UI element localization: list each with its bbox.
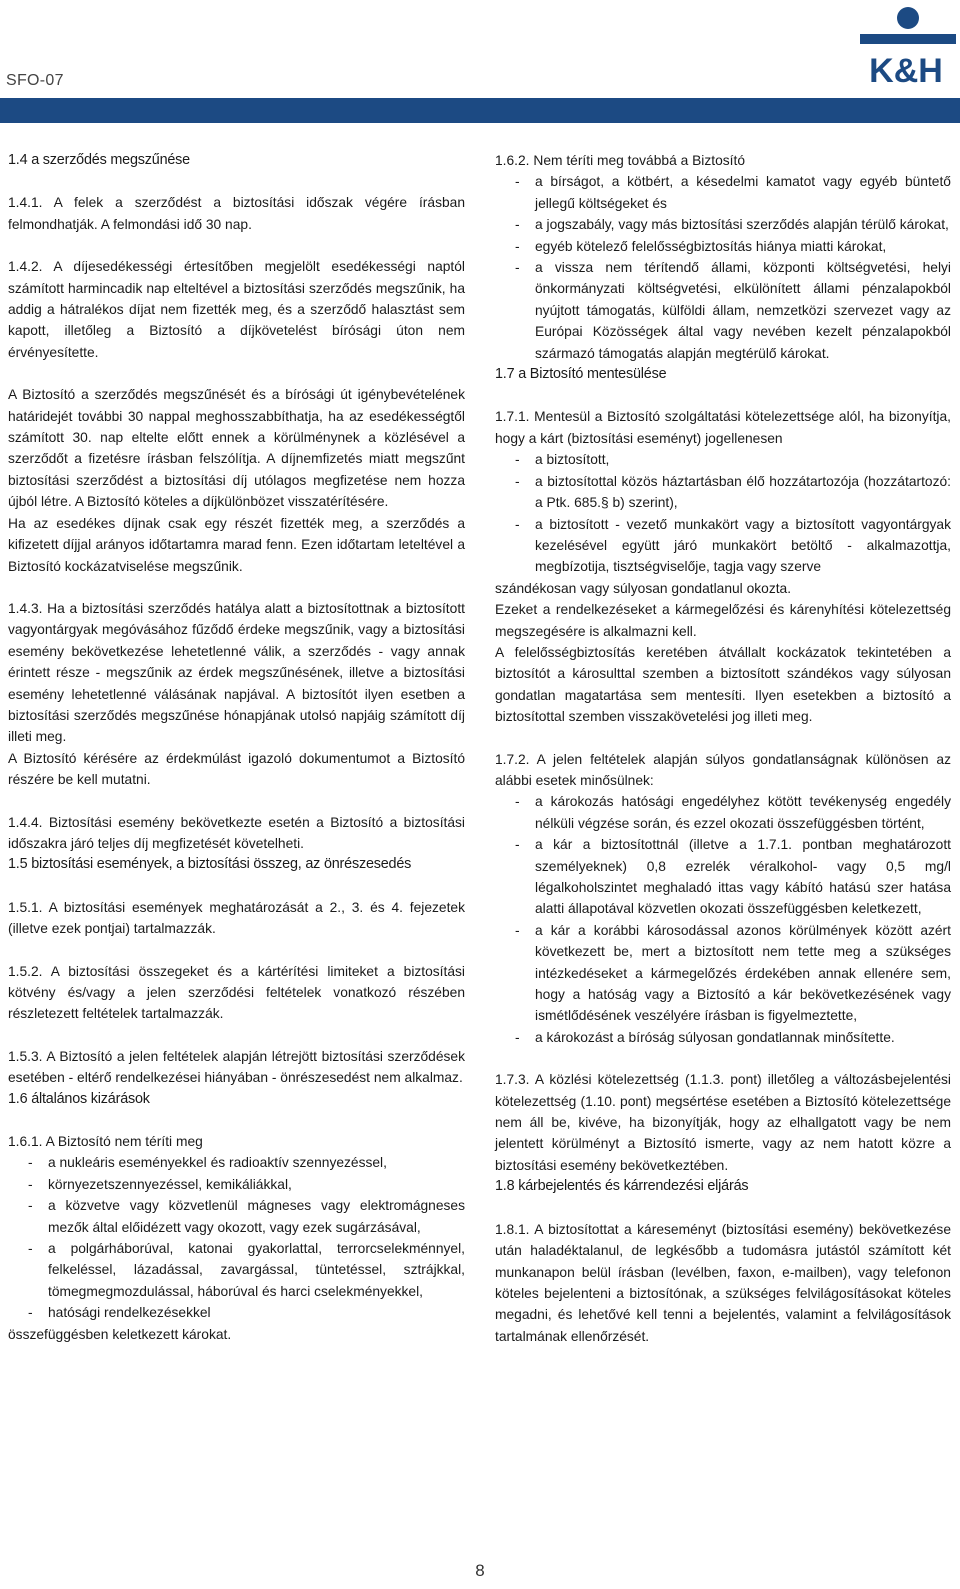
paragraph-1-6-1-end: összefüggésben keletkezett károkat. [8, 1326, 232, 1342]
list-item: - a kár a biztosítottnál (illetve a 1.7.1. pontban meghatározott személyeknek) 0,8 ezrelék véralkohol- vagy 0,5 mg/l légalkoholszintet meghaladó ittas vagy kábító hatású szer hatása alatti állapotával közvetlen okozati összefüggésben keletkezett, [515, 837, 951, 917]
paragraph-1-4-3: 1.4.3. Ha a biztosítási szerződés hatálya alatt a biztosítottnak a biztosított vagyontárgyak megóvásához fűződő érdeke megszűnik, vagy a biztosítási esemény bekövetkezése lehetetlenné válik, a szerződés - vagy annak érintett része - megszűnik az érdek megszűnésének, illetve a biztosítási esemény lehetetlenné válásának napjával. A biztosítót ilyen esetben a biztosítási szerződés megszűnése hónapjának utolsó napjáig számított díj illeti meg. [8, 600, 465, 745]
list-item: - környezetszennyezéssel, kemikáliákkal, [28, 1176, 292, 1192]
paragraph-1-4-4: 1.4.4. Biztosítási esemény bekövetkezte esetén a Biztosító a biztosítási időszakra járó teljes díj megfizetését követelheti. [8, 814, 465, 851]
page-number: 8 [475, 1561, 485, 1580]
right-column [495, 150, 951, 1347]
paragraph-1-4-3-b: A Biztosító kérésére az érdekmúlást igazoló dokumentumot a Biztosító részére be kell mutatni. [8, 750, 465, 788]
list-item: - a vissza nem térítendő állami, központi költségvetési, helyi önkormányzati költségvetési, elkülönített állami pénzalapokból nyújtott támogatás, külföldi állam, nemzetközi szervezet vagy az Európai Közösségek által vagy nevében kezelt pénzalapokból származó támogatás alapján megtérülő károkat. [515, 260, 951, 361]
list-item: - a károkozást a bíróság súlyosan gondatlannak minősítette. [515, 1029, 895, 1045]
list-item: - a károkozás hatósági engedélyhez kötött tevékenység engedély nélküli végzése során, és ezzel okozati összefüggésben történt, [515, 794, 951, 831]
section-1-5-heading: 1.5 biztosítási események, a biztosítási összeg, az önrészesedés [8, 856, 412, 873]
section-1-6-heading: 1.6 általános kizárások [8, 1090, 150, 1107]
list-item: - a nukleáris eseményekkel és radioaktív szennyezéssel, [28, 1155, 387, 1171]
list-item: - hatósági rendelkezésekkel [28, 1305, 211, 1321]
paragraph-1-4-2: 1.4.2. A díjesedékességi értesítőben megjelölt esedékességi naptól számított harmincadik nap elteltével a biztosítási szerződés megszűnik, ha addig a hátralékos díjat nem fizették meg, és a szerződő halasztást sem kapott, illetőleg a Biztosító a díjkövetelést bírósági úton nem érvényesítette. [8, 259, 465, 360]
paragraph-1-4-2-b: A Biztosító a szerződés megszűnését és a bírósági út igénybevételének határidejét további 30 nappal meghosszabbíthatja, ha az esedékességtől számított 30. nap eltelte előtt ennek a körülménynek a közlésével a szerződőt a fizetésre írásban felszólítja. A díjnemfizetés miatt megszűnt biztosítási szerződést a biztosítási díj utólagos megfizetése nem hozza újból létre. A Biztosító köteles a díjkülönbözet visszatérítésére. [8, 387, 465, 510]
paragraph-1-4-2-c: Ha az esedékes díjnak csak egy részét fizették meg, a szerződés a kifizetett díjjal arányos időtartamra marad fenn. Ezen időtartam leteltével a Biztosító kockázatviselése megszűnik. [8, 515, 465, 574]
section-1-4-heading: 1.4 a szerződés megszűnése [8, 152, 190, 168]
paragraph-1-7-2: 1.7.2. A jelen feltételek alapján súlyos gondatlanságnak különösen az alábbi esetek minősülnek: [495, 751, 951, 788]
list-item: - egyéb kötelező felelősségbiztosítás hiánya miatti károkat, [515, 238, 887, 254]
paragraph-1-8-1: 1.8.1. A biztosítottat a káreseményt (biztosítási esemény) bekövetkezése után haladéktalanul, de legkésőbb a tudomásra jutástól számított két munkanapon belül írásban (levélben, faxon, e-mailben), vagy telefonon köteles bejelenteni a biztosítónak, a szükséges felvilágosításokat köteles megadni, és lehetővé kell tenni a bejelentés, valamint a felvilágosítások tartalmának ellenőrzését. [495, 1221, 951, 1344]
kh-logo [852, 4, 956, 90]
section-1-8-heading: 1.8 kárbejelentés és kárrendezési eljárás [495, 1178, 749, 1195]
list-item: - a közvetve vagy közvetlenül mágneses vagy elektromágneses mezők által előidézett vagy okozott, vagy ezek sugárzásával, [28, 1198, 465, 1235]
paragraph-1-6-1: 1.6.1. A Biztosító nem téríti meg [8, 1134, 203, 1150]
list-item: - a polgárháborúval, katonai gyakorlattal, terrorcselekménnyel, felkeléssel, lázadással, zavargással, tüntetéssel, sztrájkkal, tömegmegmozdulással, háborúval és harci cselekményekkel, [28, 1241, 465, 1299]
paragraph-1-7-3: 1.7.3. A közlési kötelezettség (1.1.3. pont) illetőleg a változásbejelentési kötelezettség (1.10. pont) megsértése esetében a Biztosító kötelezettsége nem áll be, kivéve, ha bizonyítják, hogy az elhallgatott vagy be nem jelentett körülményt a Biztosító ismerte, vagy az nem hatott közre a biztosítási esemény bekövetkeztében. [495, 1072, 951, 1173]
paragraph-1-7-1-b: Ezeket a rendelkezéseket a kármegelőzési és kárenyhítési kötelezettség megszegésére is alkalmazni kell. [495, 602, 951, 639]
paragraph-1-4-1: 1.4.1. A felek a szerződést a biztosítási időszak végére írásban felmondhatják. A felmondási idő 30 nap. [8, 195, 465, 232]
list-item: - a biztosított - vezető munkakört vagy a biztosított vagyontárgyak kezelésével együtt járó munkakört betöltő - alkalmazottja, megbízotija, tisztségviselője, tagja vagy szerve [515, 516, 951, 575]
list-item: - a jogszabály, vagy más biztosítási szerződés alapján térülő károkat, [515, 217, 949, 233]
list-item: - a biztosított, [515, 452, 610, 468]
left-column [8, 150, 465, 1345]
list-item: - a bírságot, a kötbért, a késedelmi kamatot vagy egyéb büntető jellegű költségeket és [515, 174, 951, 211]
paragraph-1-5-3: 1.5.3. A Biztosító a jelen feltételek alapján létrejött biztosítási szerződések esetében - eltérő rendelkezései hiányában - önrészesedést nem alkalmaz. [8, 1048, 465, 1086]
paragraph-1-7-1: 1.7.1. Mentesül a Biztosító szolgáltatási kötelezettsége alól, ha bizonyítja, hogy a kárt (biztosítási eseményt) jogellenesen [495, 409, 951, 446]
section-1-7-heading: 1.7 a Biztosító mentesülése [495, 366, 667, 383]
paragraph-1-6-2: 1.6.2. Nem téríti meg továbbá a Biztosító [495, 153, 746, 168]
paragraph-1-7-1-end: szándékosan vagy súlyosan gondatlanul okozta. [495, 580, 792, 596]
document-code: SFO-07 [6, 72, 64, 89]
logo-text: K&H [869, 52, 943, 90]
paragraph-1-5-2: 1.5.2. A biztosítási összegeket és a kártérítési limiteket a biztosítási kötvény és/vagy a jelen szerződési feltételek vonatkozó részében részletezett feltételek tartalmazzák. [8, 963, 465, 1022]
paragraph-1-5-1: 1.5.1. A biztosítási események meghatározását a 2., 3. és 4. fejezetek (illetve ezek pontjai) tartalmazzák. [8, 899, 465, 937]
list-item: - a kár a korábbi károsodással azonos körülmények között azért következett be, mert a biztosított nem tette meg a szükséges intézkedéseket a kármegelőzés érdekében annak ellenére sem, hogy a hatóság vagy a Biztosító a kár bekövetkezésének vagy ismétlődésének veszélyére írásban is figyelmeztette, [515, 922, 951, 1024]
list-item: - a biztosítottal közös háztartásban élő hozzátartozója (hozzátartozó: a Ptk. 685.§ b) szerint), [515, 473, 951, 511]
paragraph-1-7-1-c: A felelősségbiztosítás keretében átvállalt kockázatok tekintetében a biztosítót a károsulttal szemben a biztosított szándékos vagy súlyosan gondatlan magatartása sem mentesíti. Ilyen esetekben a biztosító a biztosítottal szemben visszakövetelési jog illeti meg. [495, 644, 951, 725]
header-rule [0, 98, 960, 123]
